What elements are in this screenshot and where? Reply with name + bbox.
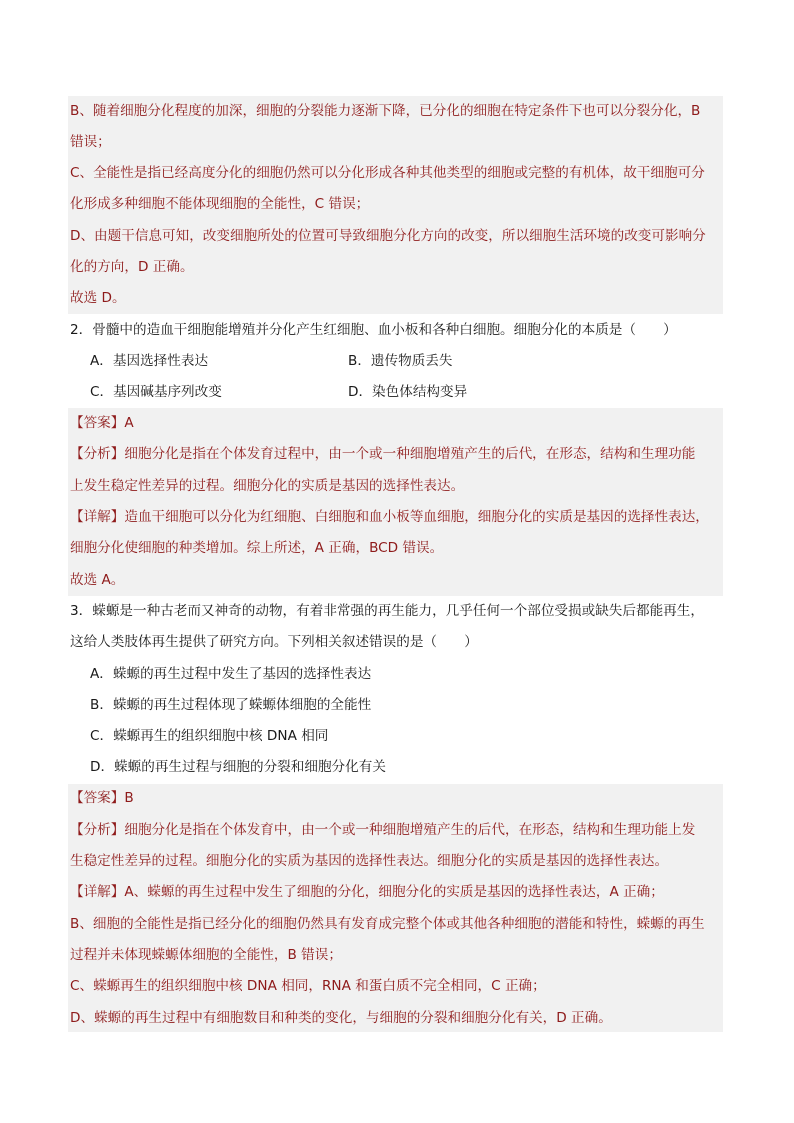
- q2-detail-text-1: 造血干细胞可以分化为红细胞、白细胞和血小板等血细胞，细胞分化的实质是基因的选择性表达，: [124, 509, 709, 525]
- q3-detail-line-5: D、蝾螈的再生过程中有细胞数目和种类的变化，与细胞的分裂和细胞分化有关，D 正确。: [70, 1010, 612, 1026]
- q3-option-b: B．蝾螈的再生过程体现了蝾螈体细胞的全能性: [90, 697, 372, 713]
- q3-answer-tag: 【答案】: [70, 790, 125, 806]
- q2-choice: 故选 A。: [70, 572, 125, 588]
- block1-line-7: 故选 D。: [70, 290, 126, 306]
- q3-detail-line-3: 过程并未体现蝾螈体细胞的全能性，B 错误；: [70, 947, 342, 963]
- q3-detail-line-1: [70, 882, 664, 902]
- q2-option-a: A．基因选择性表达: [90, 353, 209, 369]
- block1-line-5: D、由题干信息可知，改变细胞所处的位置可导致细胞分化方向的改变，所以细胞生活环境的改变可影响分: [70, 228, 706, 244]
- answer-shade-block-2: [68, 408, 723, 596]
- q2-option-d: D．染色体结构变异: [348, 384, 468, 400]
- q3-detail-line-4: C、蝾螈再生的组织细胞中核 DNA 相同，RNA 和蛋白质不完全相同，C 正确；: [70, 978, 546, 994]
- q3-option-a: A．蝾螈的再生过程中发生了基因的选择性表达: [90, 666, 372, 682]
- q3-detail-text-1: A、蝾螈的再生过程中发生了细胞的分化，细胞分化的实质是基因的选择性表达，A 正确；: [124, 884, 664, 900]
- q2-answer-tag: 【答案】: [70, 415, 125, 431]
- block1-line-2: 错误；: [70, 134, 111, 150]
- block1-line-6: 化的方向，D 正确。: [70, 259, 194, 275]
- q3-option-d: D．蝾螈的再生过程与细胞的分裂和细胞分化有关: [90, 759, 386, 775]
- block1-line-1: B、随着细胞分化程度的加深，细胞的分裂能力逐渐下降，已分化的细胞在特定条件下也可以分裂分化，B: [70, 103, 701, 119]
- q2-detail-line-2: 细胞分化使细胞的种类增加。综上所述，A 正确，BCD 错误。: [70, 540, 444, 556]
- q3-detail-tag: 【详解】: [70, 884, 125, 900]
- q3-analysis-line-1: [70, 820, 695, 840]
- q2-stem: 2．骨髓中的造血干细胞能增殖并分化产生红细胞、血小板和各种白细胞。细胞分化的本质是（ ）: [70, 322, 677, 338]
- q2-analysis-text-1: 细胞分化是指在个体发育过程中，由一个或一种细胞增殖产生的后代，在形态，结构和生理功能: [124, 446, 696, 462]
- q3-stem-line-2: 这给人类肢体再生提供了研究方向。下列相关叙述错误的是（ ）: [70, 634, 478, 650]
- q3-analysis-tag: 【分析】: [70, 822, 125, 838]
- q3-stem-line-1: 3．蝾螈是一种古老而又神奇的动物，有着非常强的再生能力，几乎任何一个部位受损或缺失后都能再生，: [70, 603, 704, 619]
- block1-line-3: C、全能性是指已经高度分化的细胞仍然可以分化形成各种其他类型的细胞或完整的有机体，故干细胞可分: [70, 165, 705, 181]
- q3-analysis-line-2: 生稳定性差异的过程。细胞分化的实质为基因的选择性表达。细胞分化的实质是基因的选择性表达。: [70, 853, 669, 869]
- q3-analysis-text-1: 细胞分化是指在个体发育中，由一个或一种细胞增殖产生的后代，在形态，结构和生理功能上发: [124, 822, 696, 838]
- q2-detail-line-1: [70, 507, 709, 527]
- q2-detail-tag: 【详解】: [70, 509, 125, 525]
- q2-answer: [70, 413, 134, 433]
- q3-answer-value: B: [124, 790, 134, 806]
- block1-line-4: 化形成多种细胞不能体现细胞的全能性，C 错误；: [70, 196, 370, 212]
- q2-option-b: B．遗传物质丢失: [348, 353, 453, 369]
- q2-analysis-line-1: [70, 444, 695, 464]
- q2-analysis-tag: 【分析】: [70, 446, 125, 462]
- q3-detail-line-2: B、细胞的全能性是指已经分化的细胞仍然具有发育成完整个体或其他各种细胞的潜能和特性，蝾螈的再生: [70, 916, 705, 932]
- q2-analysis-line-2: 上发生稳定性差异的过程。细胞分化的实质是基因的选择性表达。: [70, 478, 465, 494]
- q2-answer-value: A: [124, 415, 134, 431]
- q3-option-c: C．蝾螈再生的组织细胞中核 DNA 相同: [90, 728, 329, 744]
- q3-answer: [70, 788, 134, 808]
- q2-option-c: C．基因碱基序列改变: [90, 384, 222, 400]
